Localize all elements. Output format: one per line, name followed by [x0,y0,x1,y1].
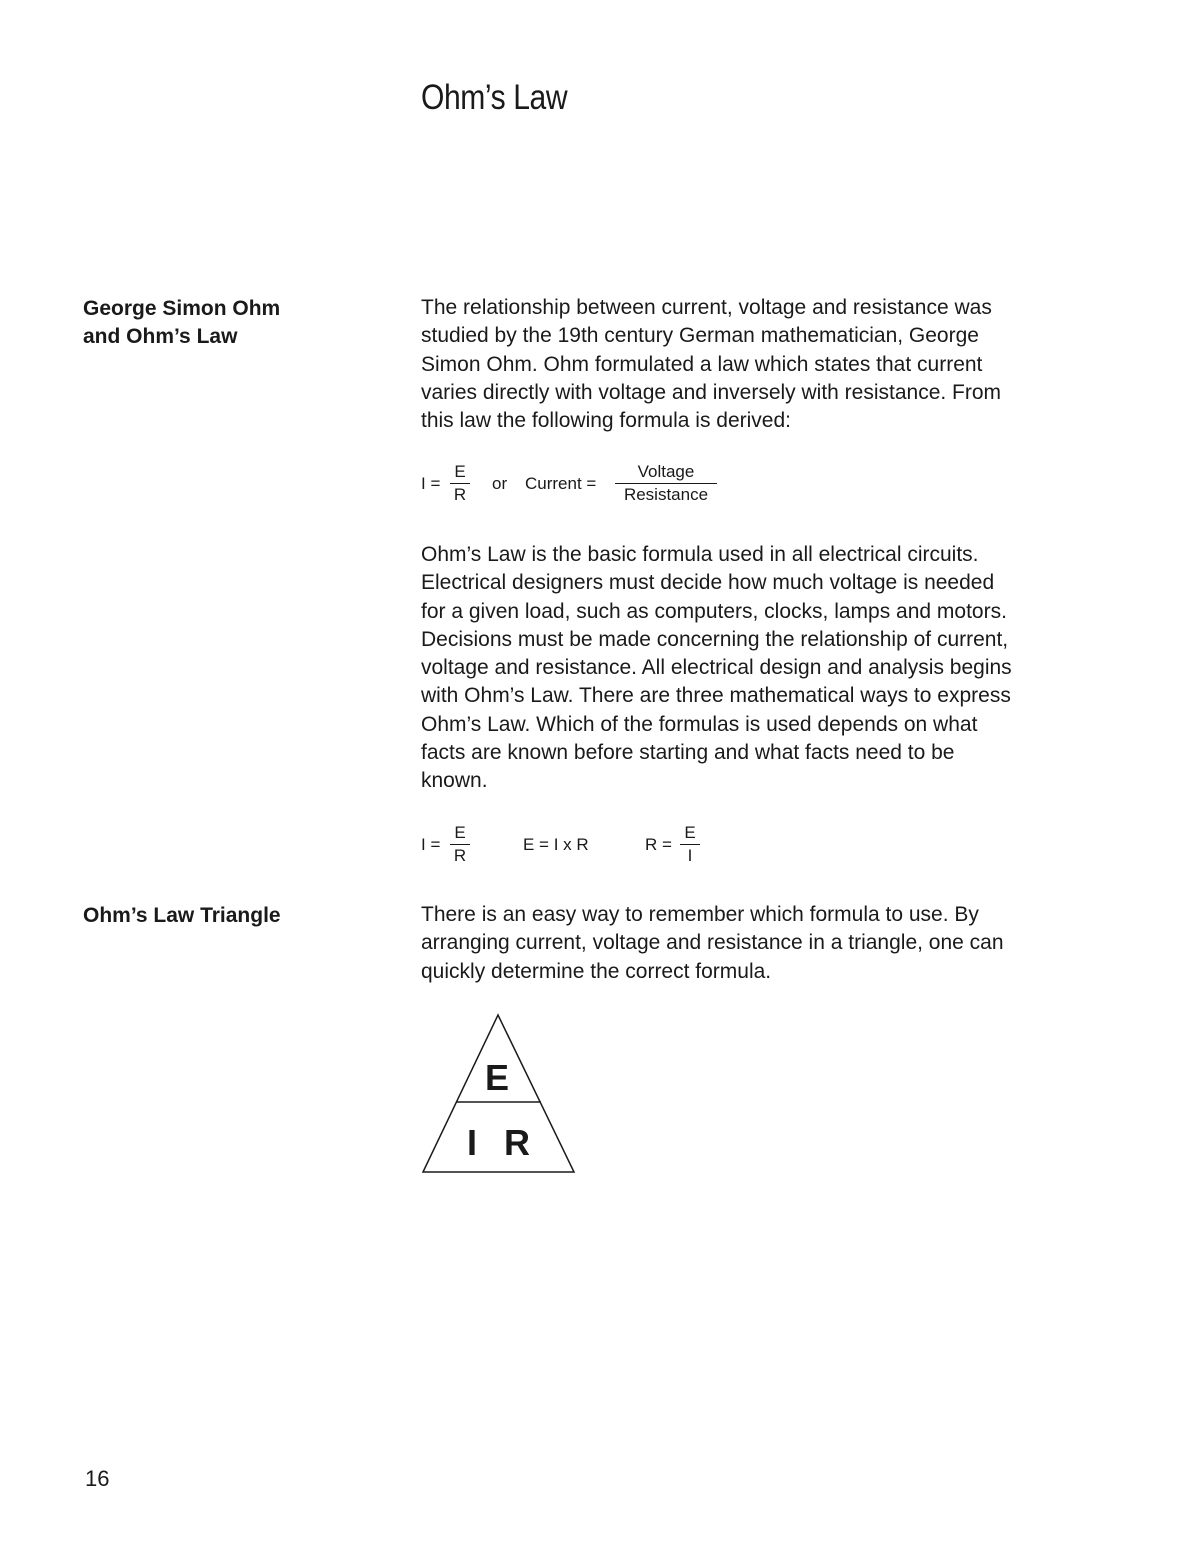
text-line: known. [421,769,488,793]
paragraph-triangle-intro [421,901,1101,986]
text-line: varies directly with voltage and inversely with resistance. From [421,380,1002,404]
text-line: Decisions must be made concerning the relationship of current, [421,627,1009,651]
paragraph-ohm-usage [421,541,1101,796]
fraction-voltage-over-resistance [615,462,717,505]
ohms-law-triangle [420,1010,580,1178]
text-line: this law the following formula is derived: [421,409,792,433]
fraction-e-over-i [680,823,700,866]
text-line: There is an easy way to remember which formula to use. By [421,903,979,926]
denominator: Resistance [623,485,709,504]
denominator: I [687,846,693,865]
triangle-label-current: I [466,1122,478,1163]
text-line: arranging current, voltage and resistance in a triangle, one can [421,931,1004,955]
fraction-bar [450,483,470,484]
text-line: Electrical designers must decide how much voltage is needed [421,571,995,595]
section-heading-george-simon-ohm [83,295,280,351]
page-title: Ohm’s Law [421,78,568,117]
formula-lhs: I = [421,474,441,493]
formula-lhs-words: Current = [525,474,597,493]
section-heading-line: Ohm’s Law Triangle [83,904,281,927]
fraction-e-over-r [450,823,470,866]
numerator: Voltage [637,462,695,481]
denominator: R [453,846,467,865]
formula-or: or [492,474,508,493]
text-line: for a given load, such as computers, clocks, lamps and motors. [421,599,1007,623]
numerator: E [454,823,466,842]
text-line: voltage and resistance. All electrical design and analysis begins [421,656,1012,680]
text-line: quickly determine the correct formula. [421,959,772,983]
numerator: E [684,823,696,842]
formula-lhs: R = [645,835,672,854]
formula-three-forms [421,821,741,871]
triangle-label-voltage: E [484,1057,510,1098]
triangle-label-resistance: R [504,1122,530,1163]
text-line: Simon Ohm. Ohm formulated a law which states that current [421,352,983,376]
text-line: studied by the 19th century German mathematician, George [421,324,979,348]
denominator: R [453,485,467,504]
text-line: with Ohm’s Law. There are three mathematical ways to express [421,684,1011,708]
fraction-bar [615,483,717,484]
fraction-bar [680,844,700,845]
text-line: facts are known before starting and what facts need to be [421,741,955,765]
fraction-e-over-r [450,462,470,505]
section-heading-line: and Ohm’s Law [83,325,238,348]
section-heading-line: George Simon Ohm [83,297,281,320]
paragraph-ohm-intro [421,294,1101,435]
formula-current [421,460,741,510]
formula-e-equals-i-times-r: E = I x R [523,835,589,854]
fraction-bar [450,844,470,845]
text-line: The relationship between current, voltage and resistance was [421,296,992,319]
page-number: 16 [85,1466,110,1491]
formula-lhs: I = [421,835,441,854]
text-line: Ohm’s Law. Which of the formulas is used depends on what [421,712,978,736]
section-heading-ohms-law-triangle [83,902,281,930]
numerator: E [454,462,466,481]
text-line: Ohm’s Law is the basic formula used in all electrical circuits. [421,543,979,566]
